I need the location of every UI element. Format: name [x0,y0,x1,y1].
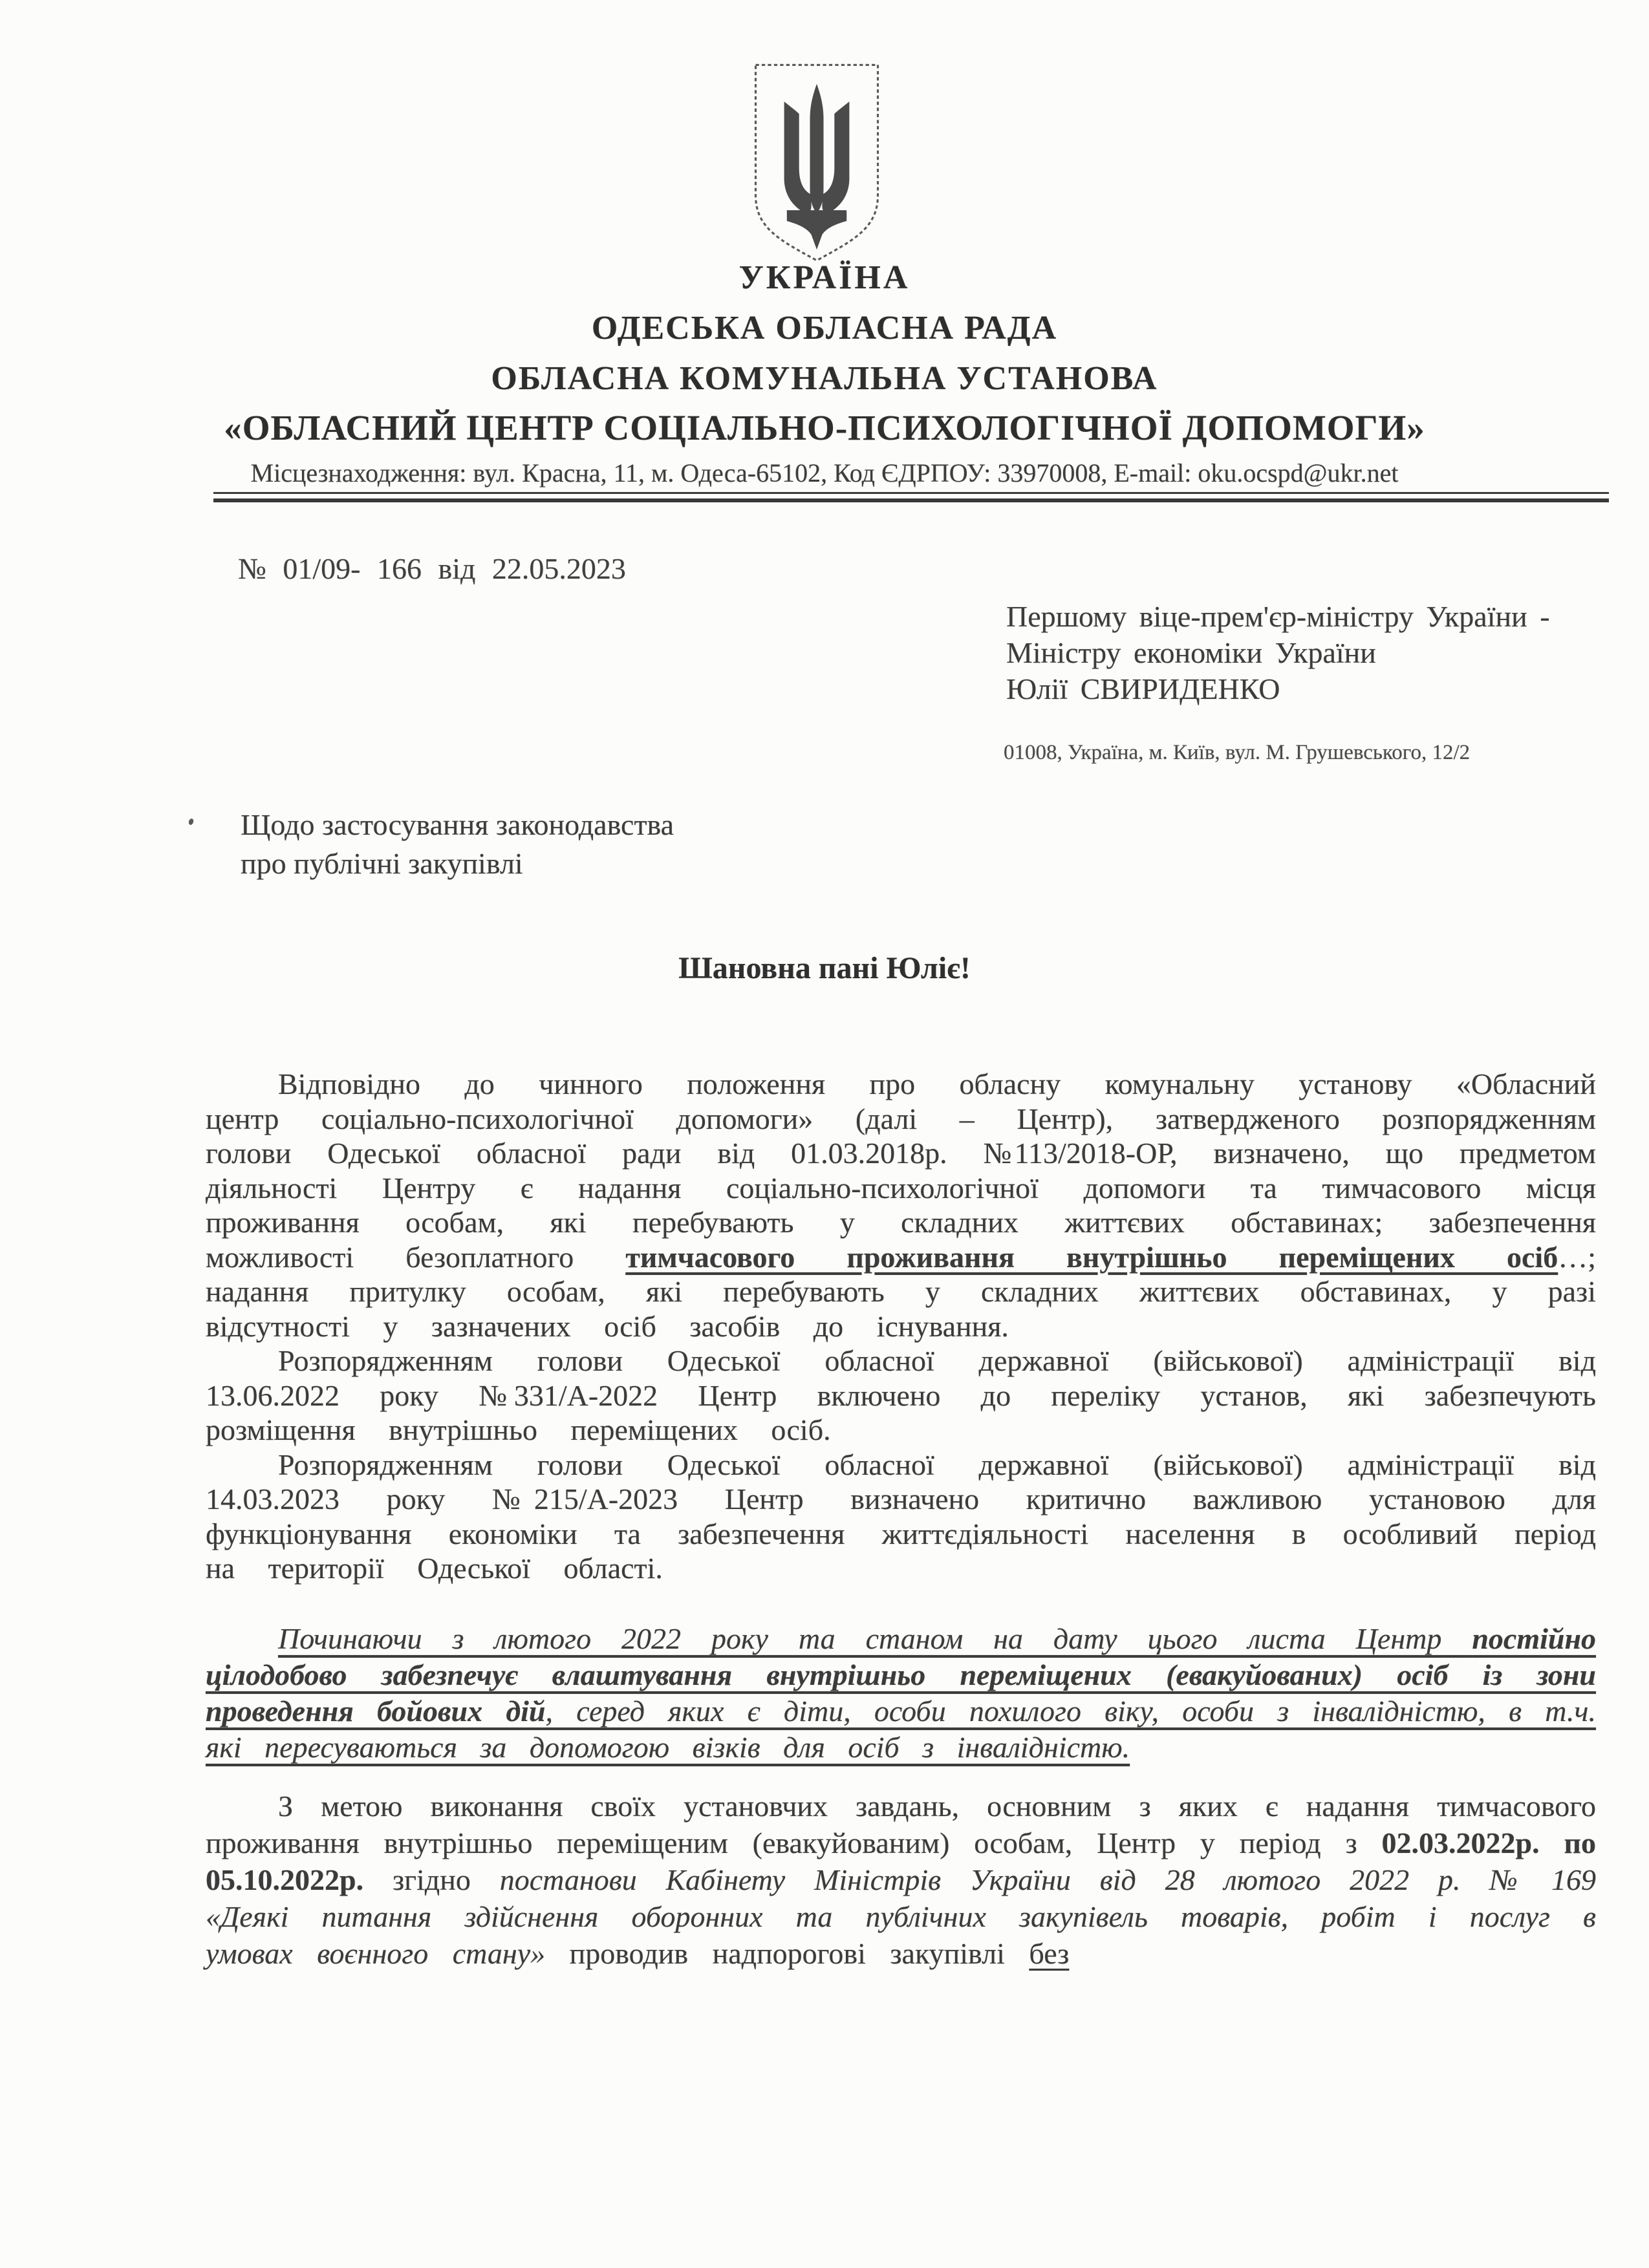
paragraph-4 [206,1621,1596,1766]
paragraph-1-text: Відповідно до чинного положення про обласну комунальну установу «Обласний центр соціально-психологічної допомоги» (далі – Центр), затвердженого розпорядженням голови Одеської обласної ради від 01.03.2018р. №113/2018-ОР, визначено, що предметом діяльності Центру є надання соціально-психологічної допомоги та тимчасового місця проживання особам, які перебувають у складних життєвих обставинах; забезпечення можливості безоплатного [206,1067,1596,1274]
paragraph-5-text: З метою виконання своїх установчих завдань, основним з яких є надання тимчасового проживання внутрішньо переміщеним (евакуйованим) особам, Центр у період з [206,1789,1596,1859]
paragraph-5-underline-word: без [1029,1936,1070,1970]
paragraph-4-text-end: , серед яких є діти, особи похилого віку, особи з інвалідністю, в т.ч. які пересуваються за допомогою візків для осіб з інвалідністю. [206,1694,1596,1764]
paragraph-1-emphasis: тимчасового проживання внутрішньо переміщених осіб [625,1240,1558,1274]
letterhead [0,252,1649,494]
recipient-address: 01008, Україна, м. Київ, вул. М. Грушевського, 12/2 [1004,741,1471,764]
letter-body [206,1067,1596,1972]
recipient-title-line2: Міністру економіки України [1006,636,1376,669]
subject-line2: про публічні закупівлі [241,847,523,880]
paragraph-1-text-end: …; надання притулку особам, які перебувають у складних життєвих обставинах, у разі відсутності у зазначених осіб засобів до існування. [206,1240,1596,1343]
scan-artifact-dot [188,818,195,826]
paragraph-4-text: Починаючи з лютого 2022 року та станом на дату цього листа Центр [278,1621,1472,1655]
paragraph-1 [206,1067,1596,1343]
letterhead-country: УКРАЇНА [738,259,911,296]
subject-line1: Щодо застосування законодавства [241,808,674,841]
letterhead-divider [213,492,1609,502]
letterhead-org-name: «ОБЛАСНИЙ ЦЕНТР СОЦІАЛЬНО-ПСИХОЛОГІЧНОЇ ДОПОМОГИ» [224,408,1425,447]
paragraph-3: Розпорядженням голови Одеської обласної державної (військової) адміністрації від 14.03.2023 року №215/А-2023 Центр визначено критично важливою установою для функціонування економіки та забезпечення життєдіяльності населення в особливий період на території Одеської області. [206,1448,1596,1585]
letterhead-org-type: ОБЛАСНА КОМУНАЛЬНА УСТАНОВА [491,360,1158,397]
reference-number: № 01/09- 166 від 22.05.2023 [238,552,626,585]
paragraph-5-text2: згідно [363,1863,500,1896]
salutation: Шановна пані Юліє! [678,951,971,985]
recipient-name: Юлії СВИРИДЕНКО [1006,672,1280,705]
paragraph-5 [206,1788,1596,1972]
paragraph-4-emphasis: постійно цілодобово забезпечує влаштування внутрішньо переміщених (евакуйованих) осіб із зони проведення бойових дій [206,1621,1596,1728]
paragraph-5-dates-bold: 02.03.2022р. по 05.10.2022р. [206,1826,1596,1896]
paragraph-5-decree-italic: постанови Кабінету Міністрів України від 28 лютого 2022 р. № 169 «Деякі питання здійснення оборонних та публічних закупівель товарів, робіт і послуг в умовах воєнного стану» [206,1863,1597,1970]
letterhead-contacts: Місцезнаходження: вул. Красна, 11, м. Одеса-65102, Код ЄДРПОУ: 33970008, E-mail: oku.ocspd@ukr.net [250,458,1399,487]
paragraph-5-text3: проводив надпорогові закупівлі [545,1936,1029,1970]
paragraph-2: Розпорядженням голови Одеської обласної державної (військової) адміністрації від 13.06.2022 року №331/А-2022 Центр включено до переліку установ, які забезпечують розміщення внутрішньо переміщених осіб. [206,1344,1596,1446]
letterhead-council: ОДЕСЬКА ОБЛАСНА РАДА [591,310,1058,347]
recipient-title-line1: Першому віце-прем'єр-міністру України - [1006,600,1550,633]
coat-of-arms-icon [749,59,885,263]
recipient-block [1006,599,1550,707]
subject-block [241,806,674,883]
